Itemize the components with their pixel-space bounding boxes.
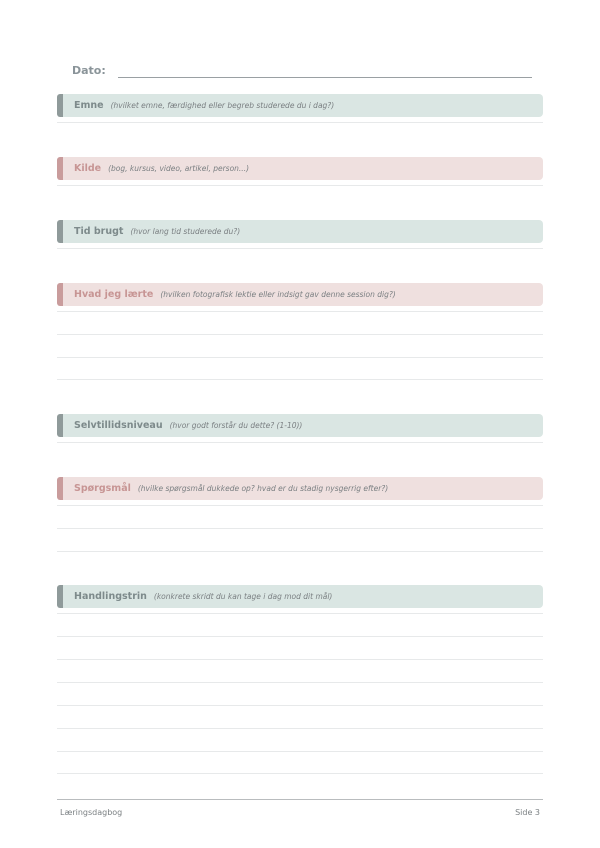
section-title: Spørgsmål [74,483,131,494]
section-accent-bar [57,283,63,306]
section-emne [57,94,543,117]
section-title: Kilde [74,163,102,174]
writing-line[interactable] [57,185,543,186]
section-kilde [57,157,543,180]
section-hint: (konkrete skridt du kan tage i dag mod dit mål) [153,592,333,601]
section-title: Emne [74,100,104,111]
section-title: Tid brugt [74,226,124,237]
date-row [72,62,532,80]
writing-line[interactable] [57,379,543,380]
writing-line[interactable] [57,751,543,752]
writing-line[interactable] [57,248,543,249]
section-tid-brugt [57,220,543,243]
section-hint: (hvilken fotografisk lektie eller indsigt gav denne session dig?) [160,290,396,299]
footer-title: Læringsdagbog [60,808,123,817]
section-accent-bar [57,414,63,437]
section-selvtillidsniveau [57,414,543,437]
date-input-line[interactable] [118,77,532,78]
writing-line[interactable] [57,357,543,358]
writing-line[interactable] [57,551,543,552]
section-hint: (hvilket emne, færdighed eller begreb studerede du i dag?) [110,101,335,110]
writing-line[interactable] [57,442,543,443]
writing-line[interactable] [57,311,543,312]
footer-divider [57,799,543,800]
section-hint: (bog, kursus, video, artikel, person...) [108,164,249,173]
section-hint: (hvilke spørgsmål dukkede op? hvad er du stadig nysgerrig efter?) [137,484,389,493]
writing-line[interactable] [57,705,543,706]
section-hint: (hvor godt forstår du dette? (1-10)) [169,421,303,430]
section-hint: (hvor lang tid studerede du?) [130,227,241,236]
section-accent-bar [57,220,63,243]
writing-line[interactable] [57,682,543,683]
writing-line[interactable] [57,505,543,506]
section-title: Handlingstrin [74,591,147,602]
writing-line[interactable] [57,728,543,729]
writing-line[interactable] [57,613,543,614]
writing-line[interactable] [57,528,543,529]
section-title: Selvtillidsniveau [74,420,163,431]
writing-line[interactable] [57,334,543,335]
writing-line[interactable] [57,773,543,774]
section-accent-bar [57,585,63,608]
section-handlingstrin [57,585,543,608]
section-hvad-jeg-laerte [57,283,543,306]
date-label: Dato: [72,64,106,77]
writing-line[interactable] [57,659,543,660]
section-title: Hvad jeg lærte [74,289,154,300]
section-accent-bar [57,157,63,180]
writing-line[interactable] [57,636,543,637]
section-accent-bar [57,94,63,117]
writing-line[interactable] [57,122,543,123]
section-accent-bar [57,477,63,500]
page-number: Side 3 [515,808,540,817]
section-spoergsmaal [57,477,543,500]
